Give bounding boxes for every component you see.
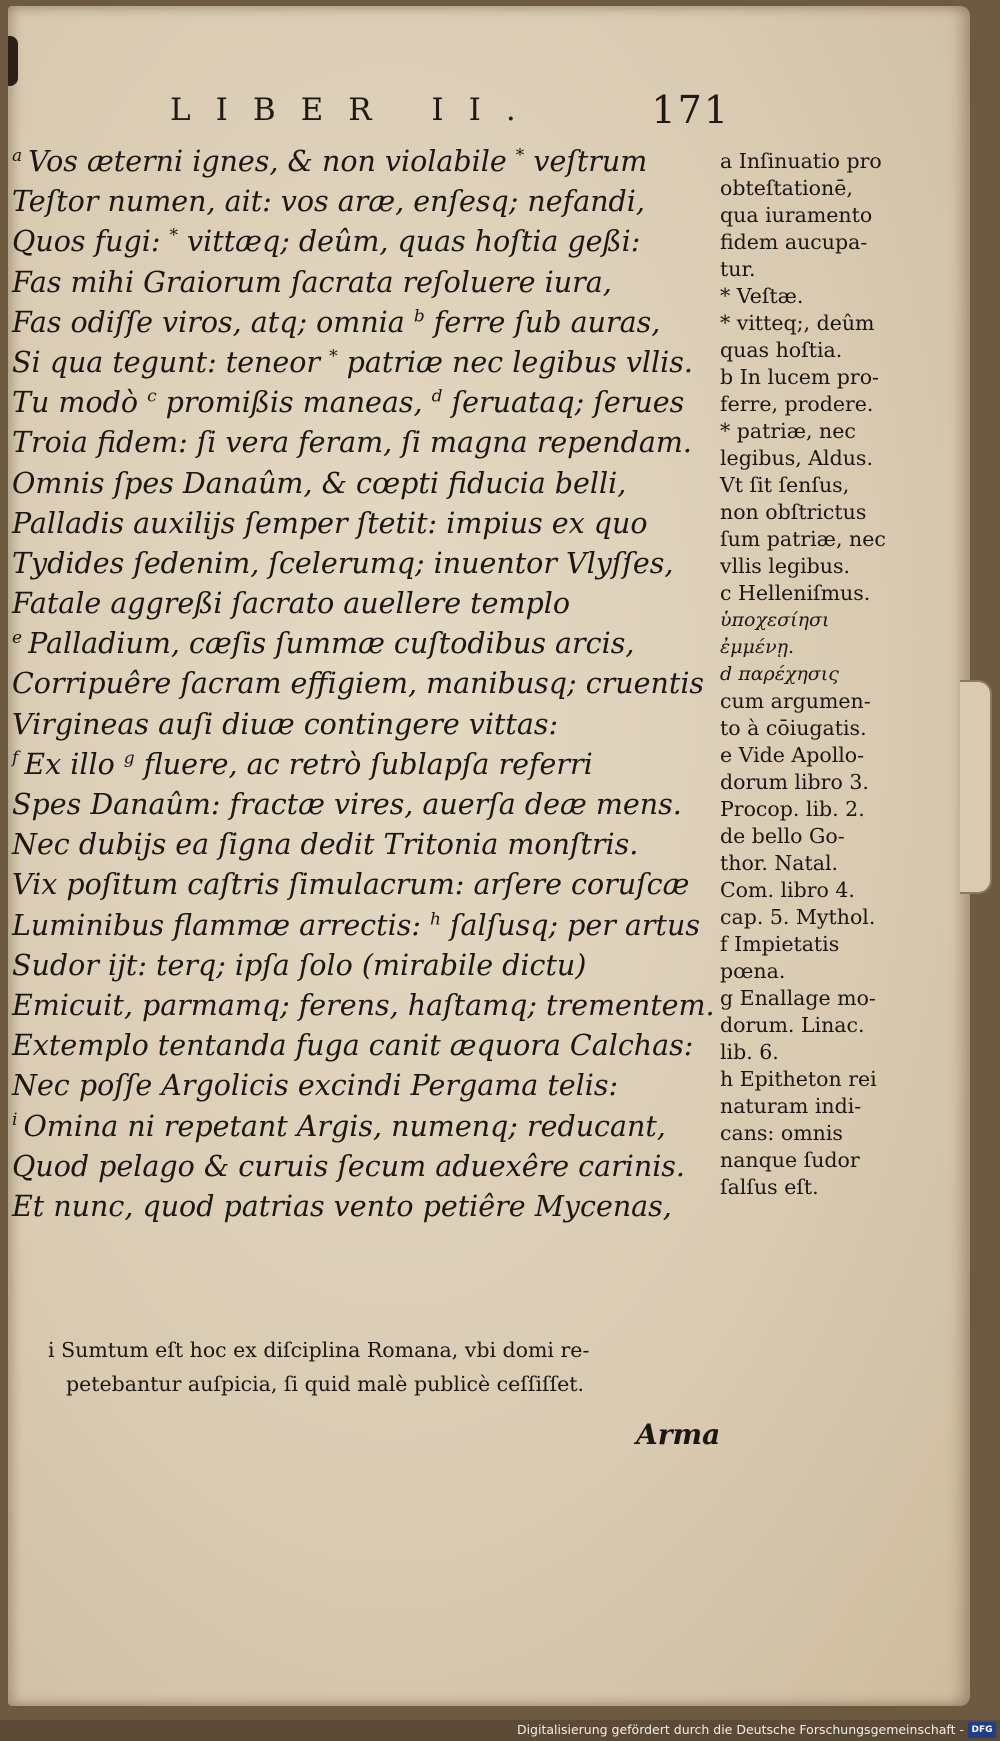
verse-text: fluere, ac retrò ſublapſa referri <box>134 747 593 781</box>
verse-line <box>12 343 712 383</box>
gloss-line: f Impietatis <box>720 932 840 956</box>
digitization-footer <box>0 1720 1000 1741</box>
verse-line <box>12 906 712 946</box>
note-marker: f <box>12 748 19 769</box>
note-marker: c <box>147 386 157 407</box>
gloss-line: ὑποχεσίησι <box>720 609 830 631</box>
gloss-line: c Helleniſmus. <box>720 581 871 605</box>
verse-line <box>12 865 712 905</box>
catchword: Arma <box>636 1418 721 1451</box>
note-marker: e <box>12 627 23 648</box>
gloss-line: a Inſinuatio pro <box>720 149 882 173</box>
verse-text: Omnis ſpes Danaûm, & cœpti fiducia belli, <box>12 466 627 500</box>
verse-line <box>12 624 712 664</box>
note-marker: * <box>169 225 178 246</box>
gloss-line: ſalſus eſt. <box>720 1175 819 1199</box>
footnote <box>48 1333 728 1401</box>
verse-text: Tu modò <box>12 386 148 420</box>
page-fold-tab <box>960 680 992 894</box>
running-title: LIBER II. <box>170 92 541 128</box>
verse-text: Fas odiſſe viros, atq; omnia <box>12 305 414 339</box>
gloss-line: dorum libro 3. <box>720 770 869 794</box>
note-marker: h <box>430 909 441 930</box>
gloss-line: dorum. Linac. <box>720 1013 865 1037</box>
gloss-line: non obſtrictus <box>720 500 867 524</box>
verse-text: Troia fidem: ſi vera feram, ſi magna rependam. <box>12 426 692 460</box>
verse-line <box>12 222 712 262</box>
verse-text: Omina ni repetant Argis, numenq; reducant, <box>23 1109 666 1143</box>
gloss-line: cap. 5. Mythol. <box>720 905 876 929</box>
gloss-line: b In lucem pro- <box>720 365 879 389</box>
digitization-credit[interactable]: Digitalisierung gefördert durch die Deutsche Forschungsgemeinschaft - <box>516 1722 964 1737</box>
verse-line <box>12 303 712 343</box>
gloss-line: ferre, prodere. <box>720 392 874 416</box>
verse-line <box>12 1066 712 1106</box>
gloss-line: fidem aucupa- <box>720 230 868 254</box>
verse-line <box>12 263 712 303</box>
note-marker: g <box>123 748 135 769</box>
verse-line <box>12 464 712 504</box>
verse-text: Emicuit, parmamq; ferens, haſtamq; trementem. <box>12 988 715 1022</box>
page-header <box>170 88 730 132</box>
note-marker: d <box>431 386 443 407</box>
gloss-line: qua iuramento <box>720 203 873 227</box>
verse-text: Fatale aggreßi ſacrato auellere templo <box>12 587 571 621</box>
verse-line <box>12 825 712 865</box>
gloss-line: h Epitheton rei <box>720 1067 877 1091</box>
verse-text: Palladis auxilijs ſemper ſtetit: impius ex quo <box>12 506 648 540</box>
verse-text: Si qua tegunt: teneor <box>12 345 330 379</box>
verse-text: Sudor ijt: terq; ipſa ſolo (mirabile dictu) <box>12 948 587 982</box>
verse-line <box>12 986 715 1026</box>
verse-text: Spes Danaûm: fractæ vires, auerſa deæ mens. <box>12 788 682 821</box>
page-number: 171 <box>651 88 730 132</box>
note-marker: b <box>413 306 425 327</box>
gloss-line: nanque ſudor <box>720 1148 860 1172</box>
gloss-line: tur. <box>720 257 756 281</box>
verse-text: Nec poſſe Argolicis excindi Pergama telis: <box>12 1069 619 1103</box>
marginal-notes <box>720 148 955 1201</box>
verse-block <box>12 142 715 1227</box>
verse-line <box>12 504 712 544</box>
verse-text: Extemplo tentanda fuga canit æquora Calchas: <box>12 1029 694 1063</box>
gloss-line: * patriæ, nec <box>720 419 856 443</box>
note-marker: i <box>12 1110 18 1130</box>
dfg-logo[interactable]: DFG <box>968 1722 996 1738</box>
gloss-line: * vitteq;, deûm <box>720 311 875 335</box>
verse-text: Teſtor numen, ait: vos aræ, enſesq; nefandi, <box>12 185 645 219</box>
verse-text: Vos æterni ignes, & non violabile <box>28 145 516 178</box>
verse-text: Tydides ſedenim, ſcelerumq; inuentor Vlyſſes, <box>12 546 674 580</box>
footnote-line: i Sumtum eſt hoc ex diſciplina Romana, vbi domi re- <box>48 1338 590 1362</box>
gloss-line: to à cōiugatis. <box>720 716 867 740</box>
verse-line <box>12 1187 712 1227</box>
verse-text: Palladium, cæſis ſummæ cuſtodibus arcis, <box>28 627 635 661</box>
gloss-line: thor. Natal. <box>720 851 839 875</box>
verse-text: patriæ nec legibus vllis. <box>337 345 693 379</box>
verse-text: Corripuêre ſacram effigiem, manibusq; cruentis <box>12 667 705 701</box>
verse-text: veſtrum <box>524 145 648 178</box>
verse-text: ſeruataq; ſerues <box>442 386 685 420</box>
verse-line <box>12 745 712 785</box>
verse-text: Et nunc, quod patrias vento petiêre Mycenas, <box>12 1189 672 1223</box>
gloss-line: naturam indi- <box>720 1094 862 1118</box>
verse-line <box>12 1147 712 1187</box>
verse-line <box>12 946 712 986</box>
gloss-line: ἐμμένῃ. <box>720 636 795 658</box>
verse-line <box>12 383 712 423</box>
verse-text: Ex illo <box>24 747 124 781</box>
gloss-line: obteſtationē, <box>720 176 853 200</box>
gloss-line: * Veſtæ. <box>720 284 804 308</box>
gloss-line: e Vide Apollo- <box>720 743 865 767</box>
gloss-line: d παρέχησις <box>720 663 839 685</box>
note-marker: * <box>515 145 525 166</box>
verse-text: ſalſusq; per artus <box>440 908 700 942</box>
verse-text: Virgineas auſi diuæ contingere vittas: <box>12 707 559 741</box>
binding-edge <box>8 36 18 86</box>
verse-line <box>12 1026 712 1066</box>
verse-text: Vix poſitum caſtris ſimulacrum: arſere coruſcæ <box>12 868 690 902</box>
gloss-line: Vt ſit ſenſus, <box>720 473 850 497</box>
note-marker: * <box>329 346 338 367</box>
gloss-line: vllis legibus. <box>720 554 851 578</box>
verse-line <box>12 584 712 624</box>
gloss-line: cum argumen- <box>720 689 871 713</box>
verse-line <box>12 544 712 584</box>
note-marker: a <box>12 145 23 166</box>
gloss-line: cans: omnis <box>720 1121 843 1145</box>
verse-text: Nec dubijs ea ſigna dedit Tritonia monſtris. <box>12 828 639 862</box>
gloss-line: quas hoſtia. <box>720 338 843 362</box>
verse-line <box>12 182 712 222</box>
verse-line <box>12 785 712 825</box>
gloss-line: lib. 6. <box>720 1040 779 1064</box>
gloss-line: pœna. <box>720 959 786 983</box>
footnote-line: petebantur auſpicia, ſi quid malè publicè ceſſiſſet. <box>66 1372 585 1396</box>
verse-text: vittæq; deûm, quas hoſtia geßi: <box>178 225 641 259</box>
verse-text: Fas mihi Graiorum ſacrata reſoluere iura, <box>12 265 612 299</box>
gloss-line: Com. libro 4. <box>720 878 855 902</box>
verse-line <box>12 142 712 182</box>
verse-text: ferre ſub auras, <box>424 305 661 339</box>
gloss-line: Procop. lib. 2. <box>720 797 865 821</box>
verse-text: promißis maneas, <box>156 386 432 420</box>
verse-line <box>12 705 712 745</box>
verse-line <box>12 664 712 704</box>
verse-text: Luminibus flammæ arrectis: <box>12 908 430 942</box>
gloss-line: de bello Go- <box>720 824 845 848</box>
gloss-line: ſum patriæ, nec <box>720 527 886 551</box>
verse-text: Quod pelago & curuis ſecum aduexêre carinis. <box>12 1149 685 1183</box>
gloss-line: g Enallage mo- <box>720 986 876 1010</box>
verse-line <box>12 423 712 463</box>
gloss-line: legibus, Aldus. <box>720 446 873 470</box>
verse-text: Quos fugi: <box>12 225 170 259</box>
verse-line <box>12 1107 712 1147</box>
